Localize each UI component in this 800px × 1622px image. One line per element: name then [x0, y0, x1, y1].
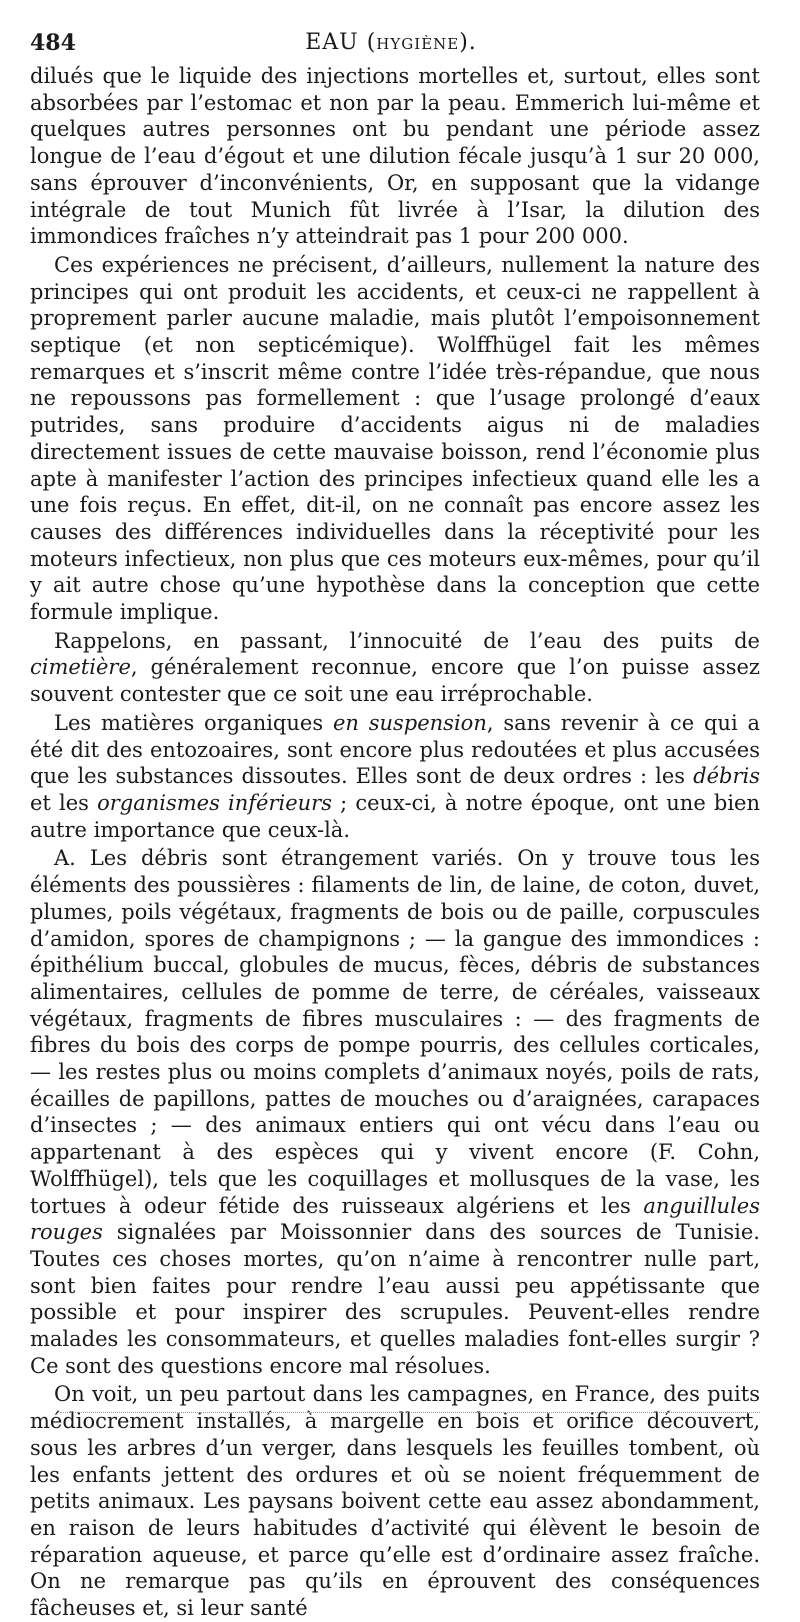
paragraph-text: dilués que le liquide des injections mortelles et, surtout, elles sont absorbées par l’estomac et non par la peau. Emmerich lui-même et quelques autres personnes ont bu pendant une période assez longue de l’eau d’égout et une dilution fécale jusqu’à 1 sur 20 000, sans éprouver d’inconvénients, Or, en supposant que la vidange intégrale de tout Munich fût livrée à l’Isar, la dilution des immondices fraîches n’y atteindrait pas 1 pour 200 000. — [30, 64, 760, 249]
paragraph-text: A. Les débris sont étrangement variés. On y trouve tous les éléments des poussières : filaments de lin, de laine, de coton, duvet, plumes, poils végétaux, fragments de bois ou de paille, corpuscules d’amidon, spores de champignons ; — la gangue des immondices : épithélium buccal, globules de mucus, fèces, débris de substances alimentaires, cellules de pomme de terre, de céréales, vaisseaux végétaux, fragments de fibres musculaires : — des fragments de fibres du bois des corps de pompe pourris, des cellules corticales, — les restes plus ou moins complets d’animaux noyés, poils de rats, écailles de papillons, pattes de mouches ou d’araignées, carapaces d’insectes ; — des animaux entiers qui ont vécu dans l’eau ou appartenant à des espèces qui y vivent encore (F. Cohn, Wolffhügel), tels que les coquillages et mollusques de la vase, les tortues à odeur fétide des ruisseaux algériens et les — [30, 846, 760, 1218]
paragraph-text: Rappelons, en passant, l’innocuité de l’eau des puits de — [54, 628, 760, 653]
italic-term: débris — [693, 764, 760, 789]
paragraph — [30, 845, 760, 1379]
running-title — [30, 30, 752, 55]
page-number: 484 — [30, 30, 76, 56]
running-title-subject: HYGIÈNE — [376, 35, 460, 53]
paragraph-text: ; ceux-ci, à notre époque, ont une bien autre importance que ceux-là. — [30, 790, 760, 842]
running-title-paren-open: ( — [366, 30, 377, 55]
paragraph-text: Ces expériences ne précisent, d’ailleurs, nullement la nature des principes qui ont produit les accidents, et ceux-ci ne rappellent à proprement parler aucune maladie, mais plutôt l’empoisonnement septique (et non septicémique). Wolffhügel fait les mêmes remarques et s’inscrit même contre l’idée très-répandue, que nous ne repoussons pas formellement : que l’usage prolongé d’eaux putrides, sans produire d’accidents aigus ni de maladies directement issues de cette mauvaise boisson, rend l’économie plus apte à manifester l’action des principes infectieux quand elle les a une fois reçus. En effet, dit-il, on ne connaît pas encore assez les causes des différences individuelles dans la réceptivité pour les moteurs infectieux, non plus que ces moteurs eux-mêmes, pour qu’il y ait autre chose qu’une hypothèse dans la conception que cette formule implique. — [30, 252, 760, 625]
paragraph-text: , sans revenir à ce qui a été dit des entozoaires, sont encore plus redoutées et plus accusées que les substances dissoutes. Elles sont de deux ordres : les — [30, 710, 761, 789]
paragraph-text: On voit, un peu partout dans les campagnes, en France, des puits médiocrement installés, à margelle en bois et orifice découvert, sous les arbres d’un verger, dans lesquels les feuilles tombent, où les enfants jettent des ordures et où se noient fréquemment de petits animaux. Les paysans boivent cette eau assez abondamment, en raison de leurs habitudes d’activité qui élèvent le besoin de réparation aqueuse, et parce qu’elle est d’ordinaire assez fraîche. On ne remarque pas qu’ils en éprouvent des conséquences fâcheuses et, si leur santé — [30, 1382, 760, 1621]
paragraph — [30, 252, 760, 626]
page-header — [30, 30, 752, 60]
body-text — [30, 63, 760, 1622]
running-title-main: EAU — [305, 30, 359, 55]
paragraph — [30, 710, 760, 844]
italic-term: cimetière — [30, 655, 131, 680]
running-title-paren-close: ). — [459, 30, 477, 55]
paragraph-text: signalées par Moissonnier dans des sources de Tunisie. Toutes ces choses mortes, qu’on n’aime à rencontrer nulle part, sont bien faites pour rendre l’eau aussi peu appétissante que possible et pour inspirer des scrupules. Peuvent-elles rendre malades les consommateurs, et quelles maladies font-elles surgir ? Ce sont des questions encore mal résolues. — [30, 1220, 760, 1378]
paragraph-text: et les — [30, 790, 98, 815]
paragraph-text: Les matières organiques — [54, 710, 333, 735]
paragraph — [30, 628, 760, 708]
paragraph-text: , généralement reconnue, encore que l’on puisse assez souvent contester que ce soit une eau irréprochable. — [30, 655, 760, 707]
paragraph — [30, 1381, 760, 1621]
footer-rule — [60, 1412, 760, 1413]
italic-term: anguillules rouges — [30, 1193, 760, 1245]
italic-term: organismes inférieurs — [97, 790, 332, 815]
paragraph — [30, 63, 760, 250]
italic-term: en suspension — [332, 710, 487, 735]
